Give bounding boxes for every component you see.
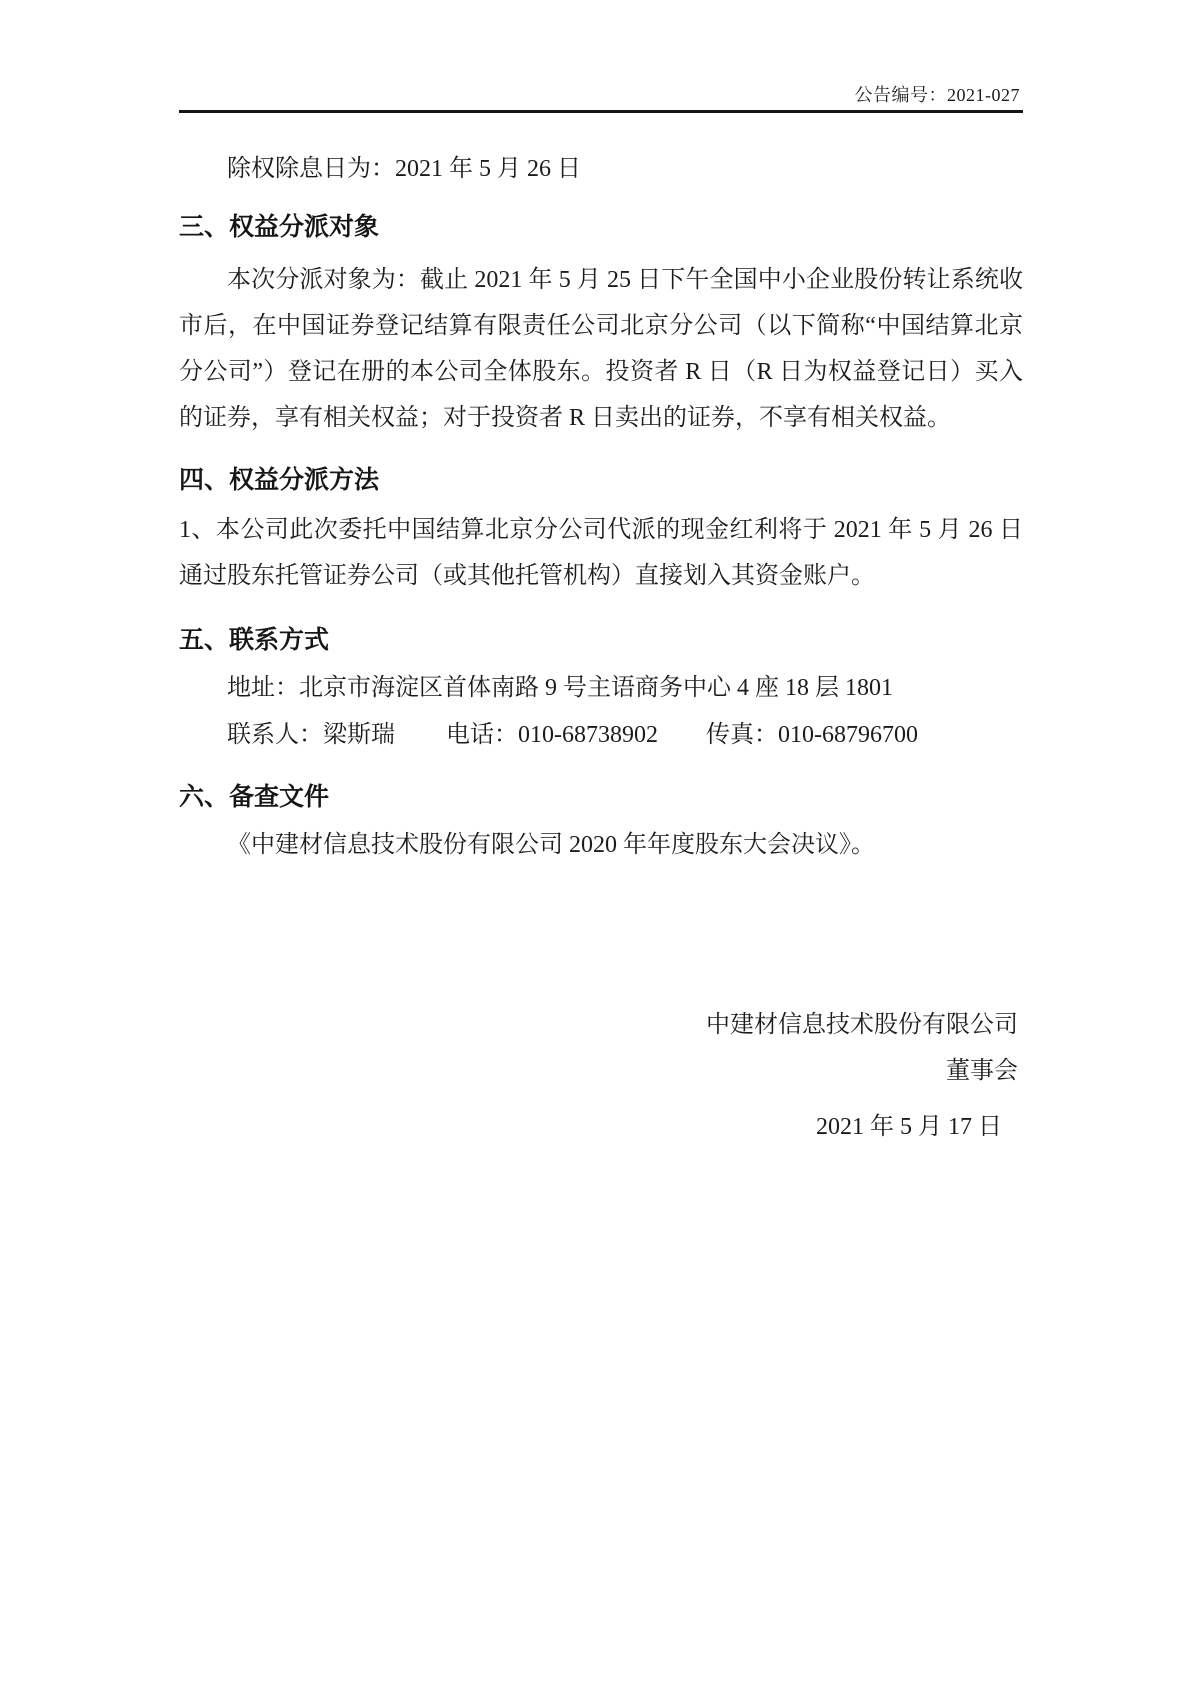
paragraph-line: 1、本公司此次委托中国结算北京分公司代派的现金红利将于 2021 年 5 月 26 日 [179, 517, 1023, 543]
signature-date: 2021 年 5 月 17 日 [816, 1114, 1002, 1140]
contact-fax: 传真：010-68796700 [706, 722, 918, 748]
paragraph-line: 通过股东托管证券公司（或其他托管机构）直接划入其资金账户。 [179, 563, 875, 589]
section-heading-distribution-method: 四、权益分派方法 [179, 466, 380, 494]
section-heading-contact-info: 五、联系方式 [179, 626, 330, 654]
section-heading-reference-documents: 六、备查文件 [179, 783, 330, 811]
header-rule [179, 110, 1023, 113]
contact-row [179, 712, 1023, 758]
ex-dividend-date-line: 除权除息日为：2021 年 5 月 26 日 [227, 156, 581, 182]
paragraph-line: 的证券，享有相关权益；对于投资者 R 日卖出的证券，不享有相关权益。 [179, 405, 952, 431]
reference-document-line: 《中建材信息技术股份有限公司 2020 年年度股东大会决议》。 [227, 832, 875, 858]
contact-phone: 电话：010-68738902 [446, 722, 658, 748]
section-distribution-targets-paragraph [179, 257, 1023, 441]
section-distribution-method-paragraph [179, 507, 1023, 599]
announcement-number: 公告编号：2021-027 [854, 85, 1020, 105]
paragraph-line: 市后，在中国证券登记结算有限责任公司北京分公司（以下简称“中国结算北京 [179, 313, 1023, 339]
address-line: 地址：北京市海淀区首体南路 9 号主语商务中心 4 座 18 层 1801 [227, 675, 893, 701]
contact-person: 联系人：梁斯瑞 [227, 722, 395, 748]
signature-block [179, 1002, 1023, 1150]
section-heading-distribution-targets: 三、权益分派对象 [179, 213, 380, 241]
signature-board: 董事会 [946, 1058, 1018, 1084]
paragraph-line: 分公司”）登记在册的本公司全体股东。投资者 R 日（R 日为权益登记日）买入 [179, 359, 1023, 385]
signature-company: 中建材信息技术股份有限公司 [706, 1012, 1018, 1038]
paragraph-line: 本次分派对象为：截止 2021 年 5 月 25 日下午全国中小企业股份转让系统收 [227, 267, 1023, 293]
